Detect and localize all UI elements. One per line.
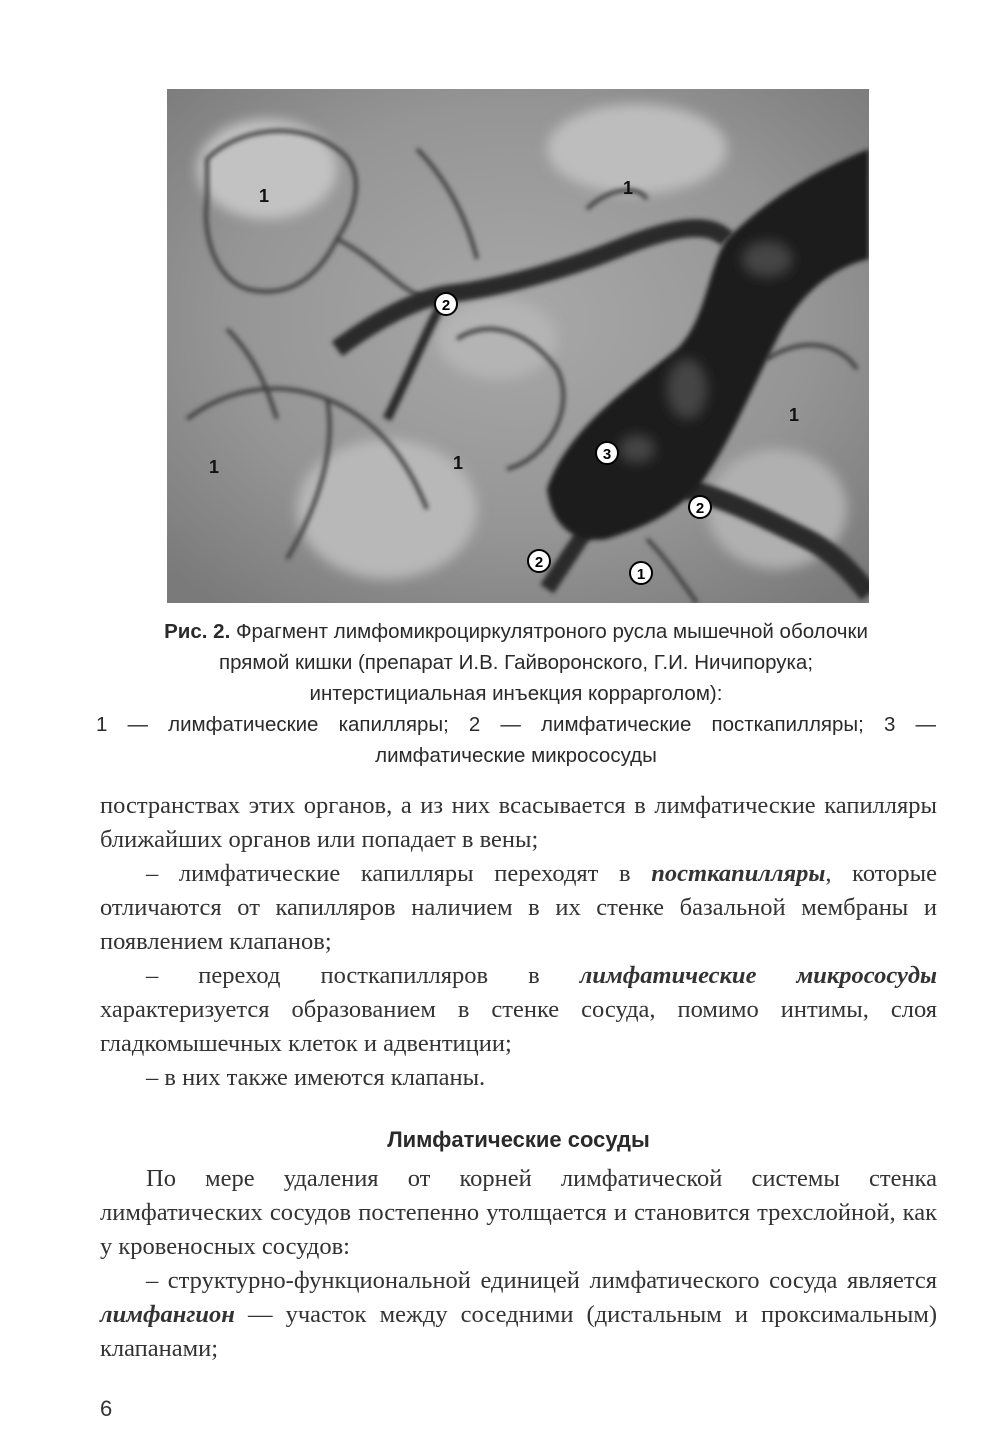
- circled-label-2c: [528, 550, 550, 572]
- paragraph-continuation: постранствах этих органов, а из них всасывается в лимфатические капилляры ближайших органов или попадает в вены;: [100, 792, 937, 853]
- circled-label-1: [630, 562, 652, 584]
- section-title: Лимфатические сосуды: [387, 1127, 650, 1152]
- body-text-top: [100, 789, 937, 1095]
- paragraph-vessel-wall: По мере удаления от корней лимфатической системы стенка лимфатических сосудов постепенно утолщается и становится трехслойной, как у кровеносных сосудов:: [100, 1165, 937, 1260]
- body-text-bottom: [100, 1162, 937, 1366]
- paragraph-postcapillaries-end: , которые отличаются от капилляров наличием в их стенке базальной мембраны и появлением клапанов;: [100, 860, 937, 955]
- plain-label-1b: 1: [622, 178, 634, 198]
- paragraph-microvessels-end: характеризуется образованием в стенке сосуда, помимо интимы, слоя гладкомышечных клеток и адвентиции;: [100, 996, 937, 1057]
- svg-text:1: 1: [636, 566, 646, 583]
- plain-label-1d: 1: [452, 453, 464, 473]
- plain-label-1a: 1: [258, 186, 270, 206]
- paragraph-postcapillaries: [100, 857, 937, 959]
- page-number: 6: [100, 1396, 113, 1421]
- paragraph-microvessels: [100, 959, 937, 1061]
- circled-label-3: [596, 442, 618, 464]
- svg-text:3: 3: [602, 446, 612, 463]
- caption-line-2: прямой кишки (препарат И.В. Гайворонского, Г.И. Ничипорука;: [218, 651, 814, 674]
- plain-label-1e: 1: [788, 405, 800, 425]
- circled-label-2a: [435, 293, 457, 315]
- caption-label: Рис. 2.: [164, 620, 231, 643]
- plain-label-1c: 1: [208, 457, 220, 477]
- circled-label-2b: [689, 496, 711, 518]
- paragraph-lymphangion-start: – структурно-функциональной единицей лимфатического сосуда является: [146, 1267, 937, 1294]
- term-microvessels: лимфатические микрососуды: [579, 962, 937, 989]
- term-lymphangion: лимфангион: [100, 1301, 235, 1328]
- paragraph-lymphangion-end: — участок между соседними (дистальным и проксимальным) клапанами;: [100, 1301, 937, 1362]
- svg-text:2: 2: [534, 554, 544, 571]
- caption-line-1: [96, 616, 936, 647]
- micrograph-figure: [167, 89, 869, 603]
- figure-caption: [96, 616, 936, 771]
- caption-line-3: интерстициальная инъекция коррарголом):: [309, 682, 723, 705]
- paragraph-microvessels-start: – переход посткапилляров в: [146, 962, 580, 989]
- caption-legend-2: лимфатические микрососуды: [375, 744, 657, 767]
- caption-text-1: Фрагмент лимфомикроциркулятроного русла мышечной оболочки: [235, 620, 868, 643]
- svg-text:2: 2: [695, 500, 705, 517]
- term-postcapillaries: посткапилляры: [651, 860, 826, 887]
- paragraph-lymphangion: [100, 1264, 937, 1366]
- caption-legend-1: 1 — лимфатические капилляры; 2 — лимфатические посткапилляры; 3 —: [96, 713, 936, 736]
- paragraph-valves: – в них также имеются клапаны.: [146, 1064, 486, 1091]
- svg-text:2: 2: [441, 297, 451, 314]
- micrograph-image: [167, 89, 869, 603]
- paragraph-postcapillaries-start: – лимфатические капилляры переходят в: [146, 860, 652, 887]
